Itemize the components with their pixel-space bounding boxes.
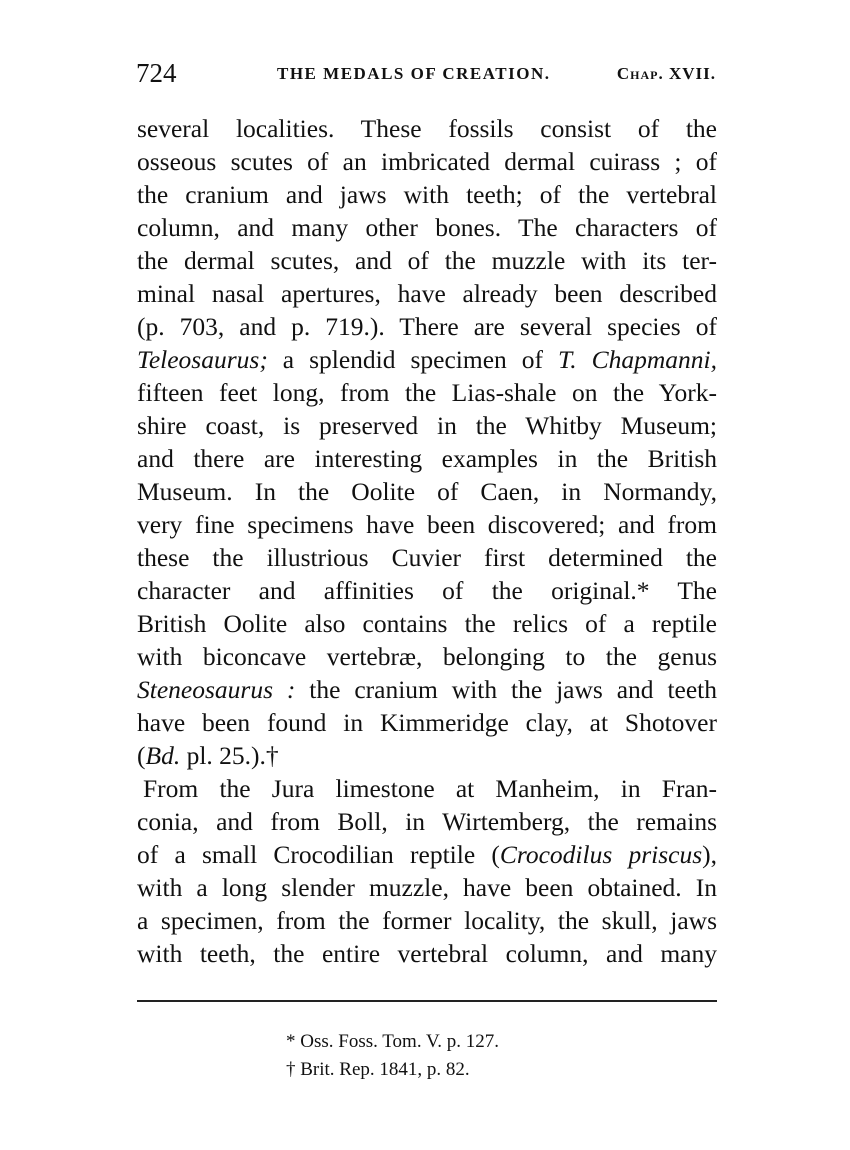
text-line: a specimen, from the former locality, the skull, jaws	[137, 906, 717, 935]
text-line: these the illustrious Cuvier first determined the	[137, 543, 717, 572]
text-line: several localities. These fossils consist of the	[137, 114, 717, 143]
text-line: the dermal scutes, and of the muzzle with its ter-	[137, 246, 717, 275]
genus-name: Teleosaurus;	[137, 345, 268, 374]
running-header	[136, 58, 716, 94]
text-line: column, and many other bones. The characters of	[137, 213, 717, 242]
species-name: T. Chapmanni,	[557, 345, 717, 374]
text-line: have been found in Kimmeridge clay, at Shotover	[137, 708, 717, 737]
text-line: conia, and from Boll, in Wirtemberg, the remains	[137, 807, 717, 836]
text-line: minal nasal apertures, have already been described	[137, 279, 717, 308]
text-line: and there are interesting examples in the British	[137, 444, 717, 473]
text-line: with teeth, the entire vertebral column, and many	[137, 939, 717, 968]
text-line: British Oolite also contains the relics of a reptile	[137, 609, 717, 638]
running-title: THE MEDALS OF CREATION.	[277, 64, 551, 83]
page-number: 724	[136, 58, 177, 88]
text-line	[137, 838, 717, 871]
text-span: ),	[702, 840, 717, 869]
text-line: with biconcave vertebræ, belonging to the genus	[137, 642, 717, 671]
footnote: * Oss. Foss. Tom. V. p. 127.	[286, 1031, 500, 1052]
text-line	[137, 739, 717, 772]
text-span: the cranium with the jaws and teeth	[295, 675, 717, 704]
genus-name: Steneosaurus :	[137, 675, 296, 704]
text-line: Museum. In the Oolite of Caen, in Normandy,	[137, 477, 717, 506]
species-name: Crocodilus priscus	[499, 840, 703, 869]
text-line	[137, 673, 717, 706]
paragraph-first-line: From the Jura limestone at Manheim, in Fran-	[143, 774, 717, 803]
text-line: very fine specimens have been discovered; and from	[137, 510, 717, 539]
text-span: a splendid specimen of	[267, 345, 558, 374]
text-line: character and affinities of the original.* The	[137, 576, 717, 605]
text-span: pl. 25.).†	[180, 741, 279, 770]
text-line: osseous scutes of an imbricated dermal cuirass ; of	[137, 147, 717, 176]
citation-abbrev: Bd.	[145, 741, 181, 770]
footnotes	[286, 1028, 646, 1084]
text-line: the cranium and jaws with teeth; of the vertebral	[137, 180, 717, 209]
text-line: with a long slender muzzle, have been obtained. In	[137, 873, 717, 902]
text-line: shire coast, is preserved in the Whitby Museum;	[137, 411, 717, 440]
footnote: † Brit. Rep. 1841, p. 82.	[286, 1059, 470, 1080]
text-line	[137, 343, 717, 376]
chapter-label: Chap. XVII.	[616, 64, 716, 83]
body-text	[137, 112, 717, 970]
text-line: fifteen feet long, from the Lias-shale on the York-	[137, 378, 717, 407]
footnote-divider	[137, 1000, 717, 1002]
text-span: (	[137, 741, 146, 770]
text-span: of a small Crocodilian reptile (	[137, 840, 500, 869]
text-line: (p. 703, and p. 719.). There are several species of	[137, 312, 717, 341]
